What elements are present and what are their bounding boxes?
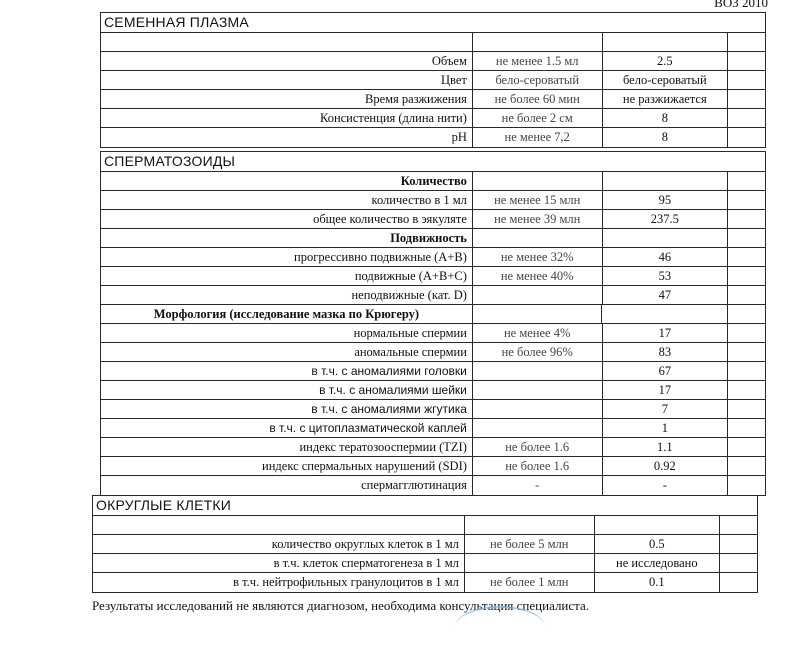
section-round-cells [92,495,758,593]
row-label [93,516,465,534]
table-row [101,476,765,495]
row-reference-norm: не менее 32% [473,248,603,266]
row-extra-cell [728,90,765,108]
row-reference-norm [473,172,603,190]
section-rows [101,172,765,495]
row-label: Консистенция (длина нити) [101,109,473,127]
table-row [101,210,765,229]
row-reference-norm: не менее 1.5 мл [473,52,603,70]
table-row [101,286,765,305]
table-row [101,400,765,419]
table-row [101,128,765,147]
row-reference-norm [473,33,603,51]
row-reference-norm [473,362,603,380]
row-result-value: 0.5 [595,535,721,553]
table-row [101,33,765,52]
section-title: ОКРУГЛЫЕ КЛЕТКИ [93,496,757,516]
row-extra-cell [720,573,757,592]
table-row [101,191,765,210]
table-row [101,419,765,438]
row-label: подвижные (A+B+C) [101,267,473,285]
row-reference-norm: не более 1.6 [473,438,603,456]
row-result-value [595,516,721,534]
row-reference-norm: не более 60 мин [473,90,603,108]
table-row [101,90,765,109]
table-row [101,229,765,248]
table-row [101,343,765,362]
table-row [101,267,765,286]
row-extra-cell [728,324,765,342]
row-label: в т.ч. с цитоплазматической каплей [101,419,473,437]
row-result-value: не исследовано [595,554,721,572]
section-seminal-plasma [100,12,766,148]
row-result-value: 83 [603,343,729,361]
row-reference-norm: не менее 15 млн [473,191,603,209]
row-reference-norm: не менее 40% [473,267,603,285]
row-extra-cell [728,305,765,323]
row-reference-norm: не более 5 млн [465,535,595,553]
row-label: Подвижность [101,229,473,247]
table-row [101,381,765,400]
row-reference-norm: не менее 4% [473,324,603,342]
row-extra-cell [728,286,765,304]
table-row [93,516,757,535]
row-result-value [603,33,729,51]
row-label: количество в 1 мл [101,191,473,209]
row-result-value: 17 [603,381,729,399]
table-row [101,172,765,191]
row-reference-norm: не менее 39 млн [473,210,603,228]
row-extra-cell [728,438,765,456]
row-label: индекс тератозооспермии (TZI) [101,438,473,456]
row-label: в т.ч. с аномалиями шейки [101,381,473,399]
row-extra-cell [728,210,765,228]
table-row [101,438,765,457]
section-title: СПЕРМАТОЗОИДЫ [101,152,765,172]
row-reference-norm: бело-сероватый [473,71,603,89]
row-reference-norm [473,286,603,304]
row-result-value [603,172,729,190]
row-reference-norm [473,419,603,437]
row-result-value: 46 [603,248,729,266]
row-label: нормальные спермии [101,324,473,342]
row-extra-cell [728,109,765,127]
row-result-value: 95 [603,191,729,209]
row-extra-cell [728,172,765,190]
row-extra-cell [728,71,765,89]
row-label: Морфология (исследование мазка по Крюгеру) [101,305,473,323]
row-label: прогрессивно подвижные (A+B) [101,248,473,266]
table-row [101,248,765,267]
row-result-value: бело-сероватый [603,71,729,89]
row-extra-cell [720,535,757,553]
row-label: индекс спермальных нарушений (SDI) [101,457,473,475]
row-extra-cell [720,554,757,572]
row-extra-cell [728,248,765,266]
row-label: спермагглютинация [101,476,473,495]
row-reference-norm [473,229,603,247]
row-result-value: 1 [603,419,729,437]
table-row [101,71,765,90]
row-extra-cell [728,362,765,380]
row-label: Количество [101,172,473,190]
row-extra-cell [728,229,765,247]
section-rows [93,516,757,592]
row-result-value: 8 [603,109,729,127]
row-result-value: - [603,476,729,495]
row-result-value: 0.1 [595,573,721,592]
section-spermatozoa [100,151,766,496]
row-reference-norm [473,381,603,399]
row-reference-norm: не более 96% [473,343,603,361]
table-row [93,554,757,573]
row-result-value: 237.5 [603,210,729,228]
row-reference-norm [465,554,595,572]
row-extra-cell [728,381,765,399]
row-extra-cell [728,400,765,418]
row-label: Объем [101,52,473,70]
table-row [93,573,757,592]
section-rows [101,33,765,147]
row-result-value [602,305,728,323]
table-row [101,324,765,343]
row-label: Цвет [101,71,473,89]
row-result-value: 0.92 [603,457,729,475]
row-extra-cell [728,191,765,209]
row-extra-cell [728,267,765,285]
row-result-value: 2.5 [603,52,729,70]
row-result-value: 53 [603,267,729,285]
row-reference-norm: не менее 7,2 [473,128,603,147]
table-row [101,52,765,71]
row-result-value [603,229,729,247]
row-result-value: 7 [603,400,729,418]
row-result-value: не разжижается [603,90,729,108]
row-reference-norm [465,516,595,534]
row-extra-cell [728,33,765,51]
row-label: количество округлых клеток в 1 мл [93,535,465,553]
row-label: аномальные спермии [101,343,473,361]
row-result-value: 8 [603,128,729,147]
row-reference-norm: не более 2 см [473,109,603,127]
row-result-value: 1.1 [603,438,729,456]
table-row [101,362,765,381]
row-reference-norm [473,305,603,323]
section-title: СЕМЕННАЯ ПЛАЗМА [101,13,765,33]
row-label: неподвижные (кат. D) [101,286,473,304]
row-reference-norm: - [473,476,603,495]
row-extra-cell [728,476,765,495]
row-extra-cell [728,343,765,361]
disclaimer-footer: Результаты исследований не являются диагнозом, необходима консультация специалиста. [92,598,590,613]
table-row [101,457,765,476]
table-row [101,109,765,128]
row-label: Время разжижения [101,90,473,108]
who-standard-label: ВОЗ 2010 [714,0,768,10]
row-extra-cell [728,457,765,475]
stamp-mark [455,606,545,648]
table-row [93,535,757,554]
row-reference-norm: не более 1 млн [465,573,595,592]
row-extra-cell [728,52,765,70]
row-label: в т.ч. нейтрофильных гранулоцитов в 1 мл [93,573,465,592]
row-label: в т.ч. клеток сперматогенеза в 1 мл [93,554,465,572]
row-extra-cell [720,516,757,534]
row-label: общее количество в эякуляте [101,210,473,228]
row-result-value: 17 [603,324,729,342]
row-label [101,33,473,51]
row-result-value: 67 [603,362,729,380]
row-extra-cell [728,128,765,147]
row-extra-cell [728,419,765,437]
row-reference-norm: не более 1.6 [473,457,603,475]
row-reference-norm [473,400,603,418]
row-label: в т.ч. с аномалиями головки [101,362,473,380]
row-label: в т.ч. с аномалиями жгутика [101,400,473,418]
table-row [101,305,765,324]
row-result-value: 47 [603,286,729,304]
row-label: pH [101,128,473,147]
